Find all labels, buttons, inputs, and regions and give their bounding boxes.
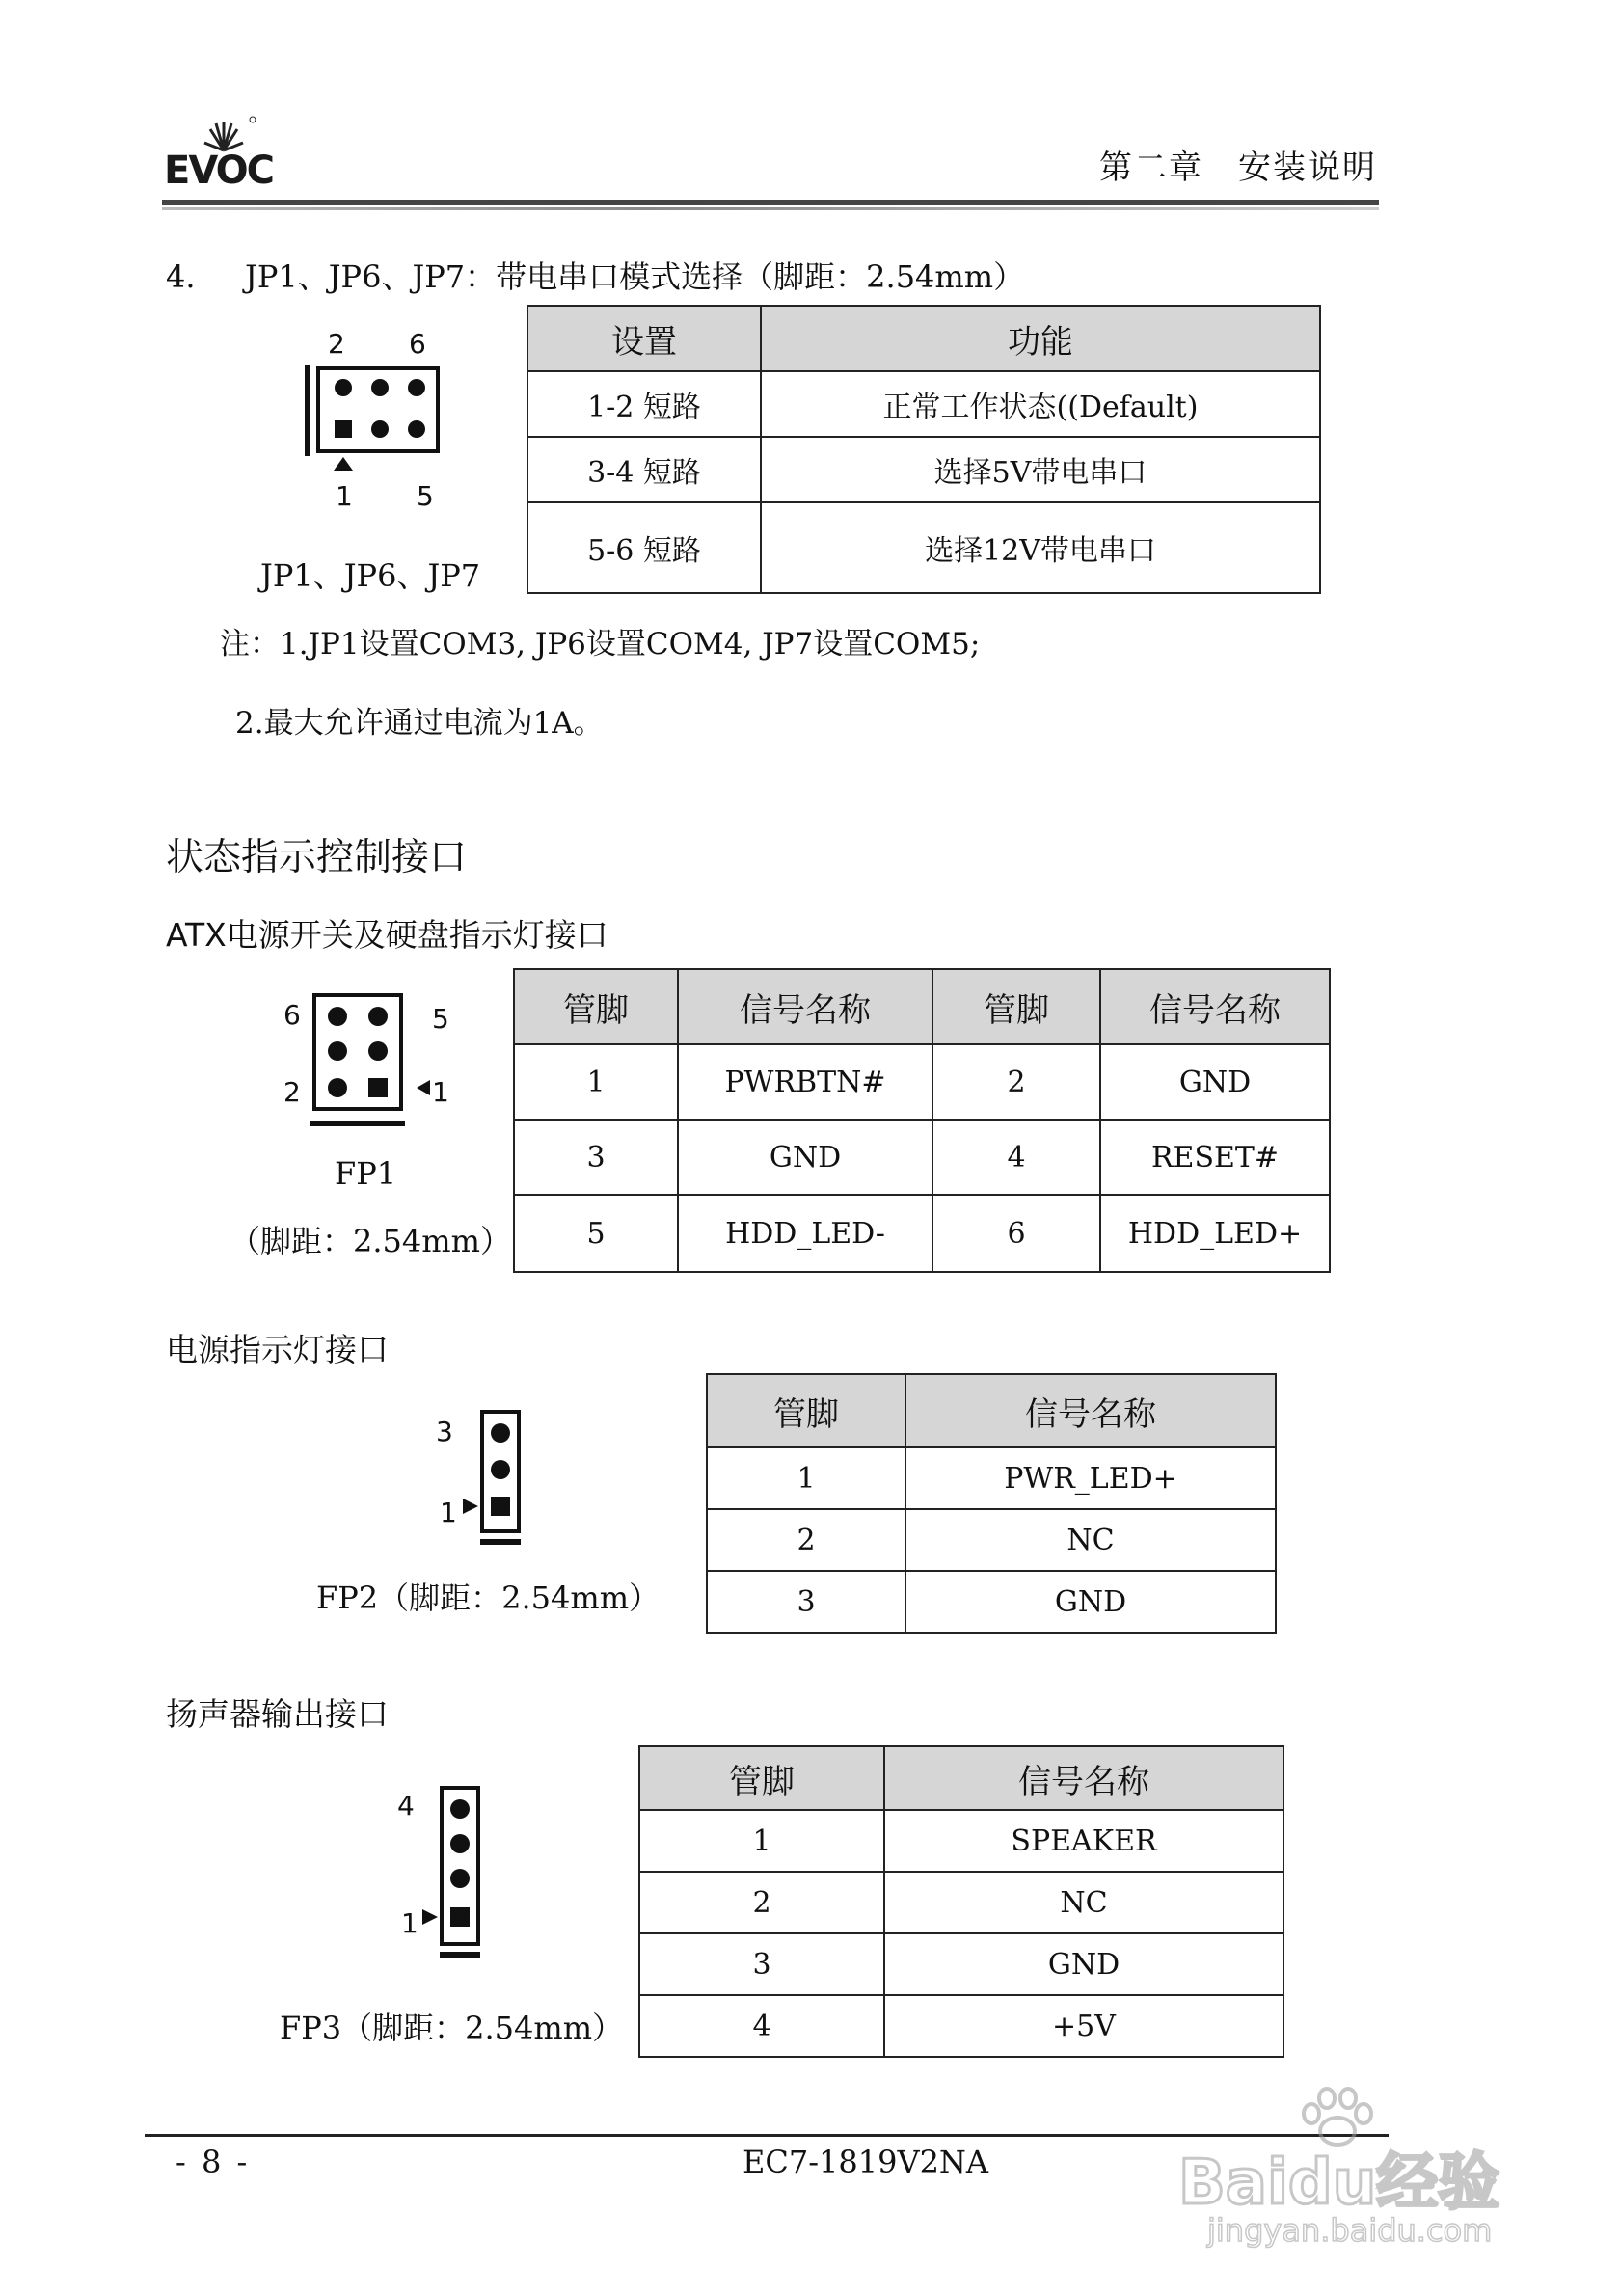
- jp-pin-header-icon: [305, 365, 449, 461]
- table-cell: SPEAKER: [884, 1810, 1283, 1872]
- table-cell: 3: [639, 1933, 884, 1995]
- fp2-top-label: 3: [436, 1416, 453, 1447]
- table-cell: 2: [932, 1044, 1100, 1120]
- table-cell: 1: [707, 1447, 905, 1509]
- header-rule-shadow: [162, 207, 1379, 210]
- fp2-table: [706, 1373, 1277, 1634]
- table-row: [527, 437, 1320, 502]
- heading-text: JP1、JP6、JP7：带电串口模式选择（脚距：2.54mm）: [245, 258, 1025, 295]
- table-row: [514, 1044, 1330, 1120]
- fp2-pin-header-icon: [461, 1410, 528, 1553]
- table-cell: PWRBTN#: [678, 1044, 932, 1120]
- table-header: 设置: [527, 306, 761, 371]
- jumper-table: [526, 305, 1321, 594]
- speaker-subtitle: 扬声器输出接口: [166, 1695, 389, 1733]
- page-number: - 8 -: [176, 2144, 251, 2180]
- fp1-right-label: 1: [432, 1076, 449, 1108]
- fp2-caption: FP2（脚距：2.54mm）: [316, 1580, 661, 1616]
- fp1-table: [513, 968, 1331, 1273]
- table-cell: HDD_LED-: [678, 1195, 932, 1272]
- table-row: [639, 1995, 1283, 2057]
- table-cell: 6: [932, 1195, 1100, 1272]
- table-header: 管脚: [932, 969, 1100, 1044]
- table-header: 管脚: [707, 1374, 905, 1447]
- fp1-pin-header-icon: [310, 993, 436, 1128]
- fp2-diagram: [432, 1410, 528, 1554]
- table-header: 功能: [761, 306, 1320, 371]
- fp3-pin-header-icon: [420, 1786, 488, 1965]
- table-cell: 2: [707, 1509, 905, 1571]
- jp-bottom-label: 1: [336, 480, 353, 512]
- baidu-watermark: [1149, 2085, 1535, 2249]
- table-row: [707, 1509, 1276, 1571]
- heading-number: 4.: [166, 258, 196, 295]
- fp1-right-label: 5: [432, 1003, 449, 1035]
- fp1-diagram: [282, 993, 455, 1138]
- jp-top-label: 2: [328, 328, 345, 360]
- table-header: 信号名称: [884, 1746, 1283, 1810]
- fp3-caption: FP3（脚距：2.54mm）: [280, 2010, 624, 2046]
- power-led-subtitle: 电源指示灯接口: [166, 1331, 389, 1368]
- table-cell: 2: [639, 1872, 884, 1933]
- table-cell: 选择5V带电串口: [761, 437, 1320, 502]
- table-cell: GND: [1100, 1044, 1330, 1120]
- table-cell: 3: [514, 1120, 678, 1195]
- jp-caption: JP1、JP6、JP7: [260, 557, 481, 594]
- table-cell: NC: [884, 1872, 1283, 1933]
- table-header: 管脚: [514, 969, 678, 1044]
- table-cell: 选择12V带电串口: [761, 502, 1320, 593]
- table-row: [514, 1120, 1330, 1195]
- note-line: 2.最大允许通过电流为1A。: [235, 706, 604, 741]
- table-header: 信号名称: [678, 969, 932, 1044]
- table-cell: 3: [707, 1571, 905, 1633]
- fp3-table: [638, 1745, 1284, 2058]
- model-number: EC7-1819V2NA: [742, 2144, 989, 2180]
- table-cell: 4: [639, 1995, 884, 2057]
- table-row: [707, 1447, 1276, 1509]
- table-row: [527, 371, 1320, 437]
- jp-diagram: [305, 326, 449, 519]
- watermark-url: jingyan.baidu.com: [1207, 2212, 1493, 2249]
- fp3-top-label: 4: [397, 1790, 415, 1822]
- fp3-bottom-label: 1: [401, 1907, 418, 1939]
- header-rule: [162, 200, 1379, 205]
- table-header: 管脚: [639, 1746, 884, 1810]
- atx-subtitle: ATX电源开关及硬盘指示灯接口: [166, 916, 608, 954]
- table-cell: 3-4 短路: [527, 437, 761, 502]
- table-cell: NC: [905, 1509, 1276, 1571]
- table-cell: HDD_LED+: [1100, 1195, 1330, 1272]
- fp1-pitch: （脚距：2.54mm）: [230, 1223, 511, 1259]
- fp2-bottom-label: 1: [440, 1497, 457, 1528]
- table-row: [707, 1571, 1276, 1633]
- jp-bottom-label: 5: [417, 480, 434, 512]
- table-row: [639, 1872, 1283, 1933]
- fp1-left-label: 2: [284, 1076, 301, 1108]
- table-cell: RESET#: [1100, 1120, 1330, 1195]
- table-cell: 1-2 短路: [527, 371, 761, 437]
- logo-text: EVOC: [164, 149, 273, 193]
- table-row: [639, 1810, 1283, 1872]
- pin1-arrow-icon: [334, 457, 353, 471]
- table-cell: 5: [514, 1195, 678, 1272]
- fp1-name: FP1: [335, 1155, 397, 1192]
- note-line: 注：1.JP1设置COM3, JP6设置COM4, JP7设置COM5;: [220, 627, 981, 662]
- table-header: 信号名称: [1100, 969, 1330, 1044]
- chapter-title: 第二章 安装说明: [1099, 149, 1377, 187]
- table-cell: 正常工作状态((Default): [761, 371, 1320, 437]
- table-row: [639, 1933, 1283, 1995]
- fp1-left-label: 6: [284, 999, 301, 1031]
- table-cell: GND: [905, 1571, 1276, 1633]
- watermark-brand: Baidu经验: [1178, 2147, 1500, 2219]
- section-title: 状态指示控制接口: [166, 836, 468, 879]
- table-cell: 1: [639, 1810, 884, 1872]
- table-cell: +5V: [884, 1995, 1283, 2057]
- logo-star-icon: [202, 114, 318, 152]
- table-cell: GND: [678, 1120, 932, 1195]
- jumper-heading: [166, 253, 1024, 297]
- table-cell: 1: [514, 1044, 678, 1120]
- table-header: 信号名称: [905, 1374, 1276, 1447]
- jp-top-label: 6: [409, 328, 426, 360]
- table-cell: GND: [884, 1933, 1283, 1995]
- table-cell: PWR_LED+: [905, 1447, 1276, 1509]
- fp3-diagram: [393, 1786, 490, 1969]
- table-row: [527, 502, 1320, 593]
- table-row: [514, 1195, 1330, 1272]
- evoc-logo: [164, 114, 280, 191]
- table-cell: 4: [932, 1120, 1100, 1195]
- table-cell: 5-6 短路: [527, 502, 761, 593]
